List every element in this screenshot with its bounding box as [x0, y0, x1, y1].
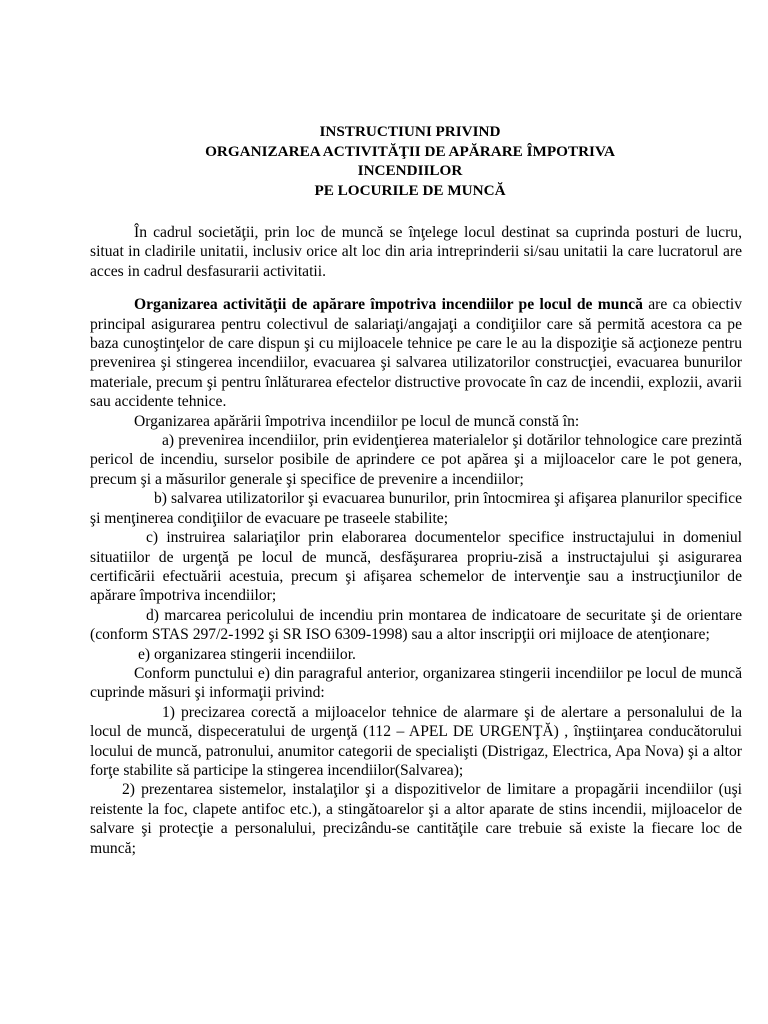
- list-item-e: e) organizarea stingerii incendiilor.: [138, 645, 356, 663]
- list-item-2: 2) prezentarea sistemelor, instalaţilor şi a dispozitivelor de limitare a propagării incendiilor (uşi reistente la foc, clapete antifoc etc.), a stingătoarelor şi a altor aparate de stins incendii, mijloacelor de salvare şi protecţie a personalului, precizându-se cantităţile care trebuie să existe la fiecare loc de muncă;: [90, 781, 742, 857]
- title-line: INSTRUCTIUNI PRIVIND: [319, 123, 501, 140]
- organization-text: are ca obiectiv principal asigurarea pentru colectivul de salariaţi/angajaţi a condiţiilor care să permită acestora ca pe baza cunoştinţelor de care dispun şi cu mijloacele tehnice pe care le au la dispoziţie să acţioneze pentru prevenirea şi stingerea incendiilor, evacuarea şi salvarea utilizatorilor construcţiei, evacuarea bunurilor materiale, precum şi pentru înlăturarea efectelor distructive provocate în caz de incendii, explozii, avarii sau accidente tehnice.: [90, 296, 742, 411]
- title-line: PE LOCURILE DE MUNCĂ: [314, 181, 506, 199]
- intro-paragraph: În cadrul societăţii, prin loc de muncă se înţelege locul destinat sa cuprinda posturi de lucru, situat in cladirile unitatii, inclusiv orice alt loc din aria intreprinderii si/sau unitatii la care lucratorul are acces in cadrul desfasurarii activitatii.: [90, 224, 742, 280]
- list-lead: Organizarea apărării împotriva incendiilor pe locul de muncă constă în:: [134, 412, 580, 430]
- document-body: [90, 223, 742, 858]
- list-item-1: 1) precizarea corectă a mijloacelor tehnice de alarmare şi de alertare a personalului de la locul de muncă, dispeceratului de urgenţă (112 – APEL DE URGENŢĂ) , înştiinţarea conducătorului locului de muncă, patronului, anumitor categorii de specialişti (Distrigaz, Electrica, Apa Nova) şi a altor forţe stabilite să participe la stingerea incendiilor(Salvarea);: [90, 703, 742, 779]
- title-line: ORGANIZAREA ACTIVITĂŢII DE APĂRARE ÎMPOTRIVA: [205, 142, 615, 160]
- list-item-c: c) instruirea salariaţilor prin elaborarea documentelor specifice instructajului in domeniul situatiilor de urgenţă pe locul de muncă, desfăşurarea propriu-zisă a instructajului şi asigurarea certificării efectuării acestuia, precum şi afişarea schemelor de intervenţie sau a instrucţiunilor de apărare împotriva incendiilor;: [90, 529, 742, 605]
- title-line: INCENDIILOR: [357, 162, 463, 179]
- organization-heading: Organizarea activităţii de apărare împotriva incendiilor pe locul de muncă: [134, 296, 643, 314]
- list-item-a: a) prevenirea incendiilor, prin evidenţierea materialelor şi dotărilor tehnologice care prezintă pericol de incendiu, surselor posibile de aprindere ce pot apărea şi a mijloacelor care le pot genera, precum şi a măsurilor generale şi specifice de prevenire a incendiilor;: [90, 432, 742, 488]
- list-item-b: b) salvarea utilizatorilor şi evacuarea bunurilor, prin întocmirea şi afişarea planurilor specifice şi menţinerea condiţiilor de evacuare pe traseele stabilite;: [90, 490, 742, 527]
- list-item-d: d) marcarea pericolului de incendiu prin montarea de indicatoare de securitate şi de orientare (conform STAS 297/2-1992 şi SR ISO 6309-1998) sau a altor inscripţii ori mijloace de atenţionare;: [90, 606, 742, 644]
- organization-paragraph: [90, 295, 742, 411]
- document-title: [90, 122, 730, 200]
- conform-paragraph: Conform punctului e) din paragraful anterior, organizarea stingerii incendiilor pe locul de muncă cuprinde măsuri şi informaţii privind:: [90, 664, 742, 702]
